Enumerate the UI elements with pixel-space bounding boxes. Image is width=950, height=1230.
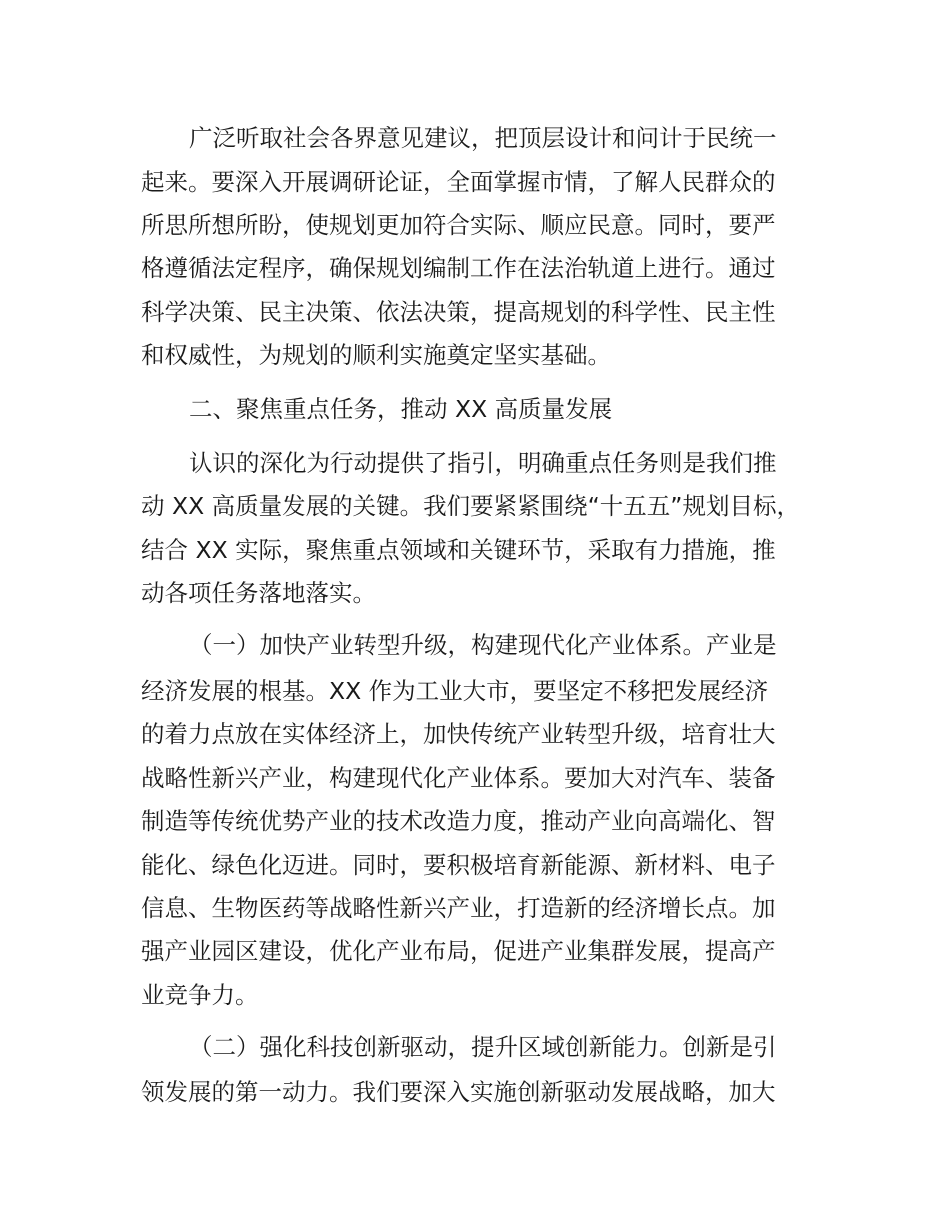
text-line: 结合 XX 实际，聚焦重点领域和关键环节，采取有力措施，推 bbox=[141, 536, 776, 564]
text-line: 信息、生物医药等战略性新兴产业，打造新的经济增长点。加 bbox=[141, 894, 776, 922]
text-line: 战略性新兴产业，构建现代化产业体系。要加大对汽车、装备 bbox=[141, 764, 776, 792]
text-line: 业竞争力。 bbox=[141, 981, 259, 1009]
text-line: 所思所想所盼，使规划更加符合实际、顺应民意。同时，要严 bbox=[141, 211, 776, 239]
text-line: 能化、绿色化迈进。同时，要积极培育新能源、新材料、电子 bbox=[141, 851, 776, 879]
text-line: 强产业园区建设，优化产业布局，促进产业集群发展，提高产 bbox=[141, 937, 776, 965]
subsection-line: （二）强化科技创新驱动，提升区域创新能力。创新是引 bbox=[189, 1033, 777, 1061]
text-line: 认识的深化为行动提供了指引，明确重点任务则是我们推 bbox=[189, 449, 777, 477]
subsection-line: （一）加快产业转型升级，构建现代化产业体系。产业是 bbox=[189, 631, 777, 659]
section-heading: 二、聚焦重点任务，推动 XX 高质量发展 bbox=[189, 395, 613, 423]
text-line: 起来。要深入开展调研论证，全面掌握市情，了解人民群众的 bbox=[141, 168, 776, 196]
text-line: 动 XX 高质量发展的关键。我们要紧紧围绕“十五五”规划目标， bbox=[141, 492, 800, 520]
text-line: 科学决策、民主决策、依法决策，提高规划的科学性、民主性 bbox=[141, 298, 776, 326]
text-line: 制造等传统优势产业的技术改造力度，推动产业向高端化、智 bbox=[141, 807, 776, 835]
text-line: 领发展的第一动力。我们要深入实施创新驱动发展战略，加大 bbox=[141, 1078, 776, 1106]
text-line: 格遵循法定程序，确保规划编制工作在法治轨道上进行。通过 bbox=[141, 254, 776, 282]
text-line: 和权威性，为规划的顺利实施奠定坚实基础。 bbox=[141, 341, 611, 369]
text-line: 动各项任务落地落实。 bbox=[141, 579, 376, 607]
text-line: 的着力点放在实体经济上，加快传统产业转型升级，培育壮大 bbox=[141, 720, 776, 748]
text-line: 经济发展的根基。XX 作为工业大市，要坚定不移把发展经济 bbox=[141, 677, 769, 705]
text-line: 广泛听取社会各界意见建议，把顶层设计和问计于民统一 bbox=[189, 124, 777, 152]
